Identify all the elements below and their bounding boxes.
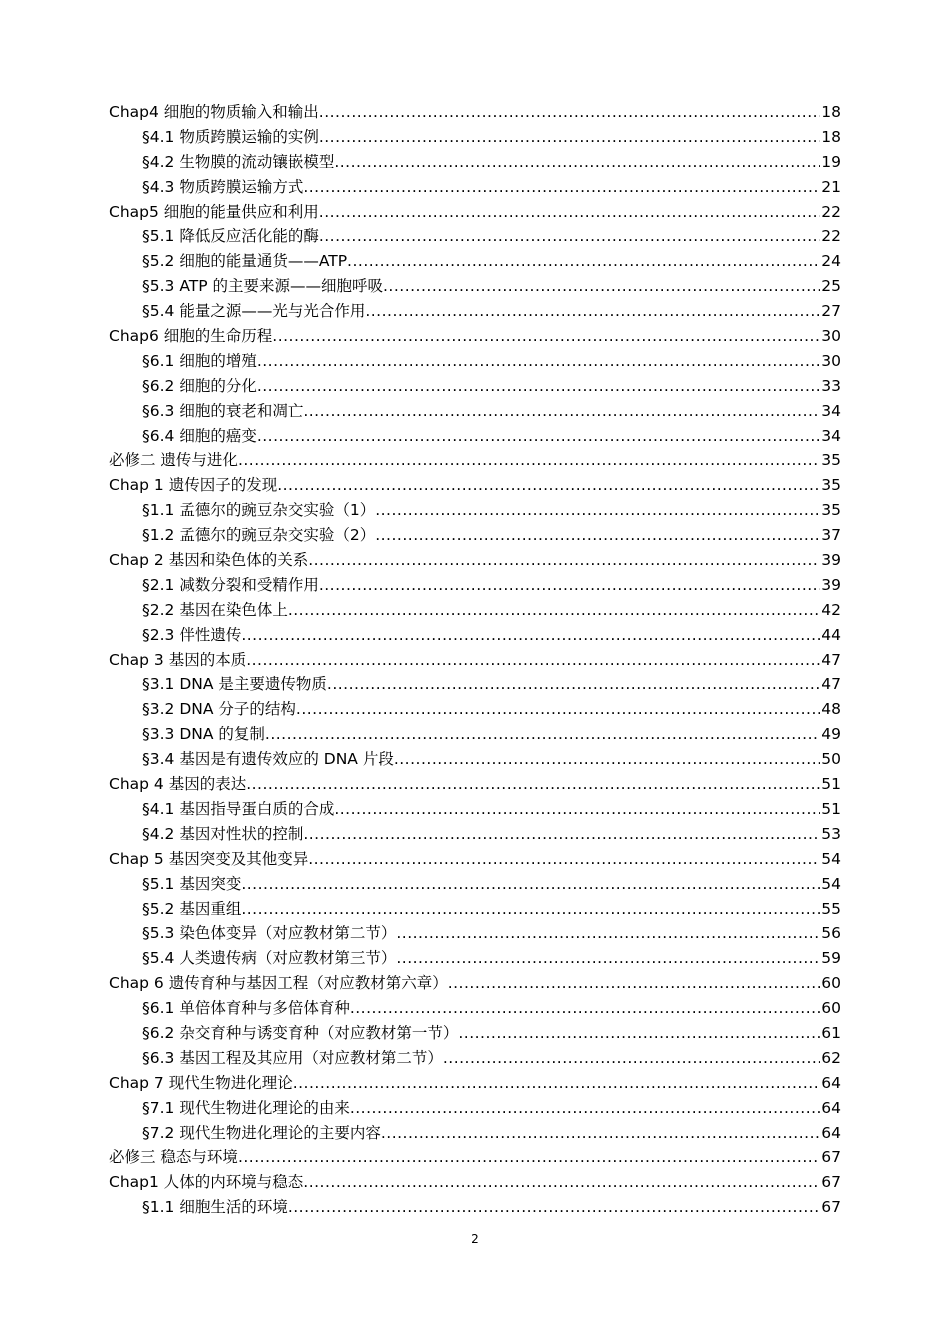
toc-section-entry[interactable] <box>109 399 841 424</box>
toc-section-entry[interactable] <box>109 921 841 946</box>
toc-entry-page: 54 <box>821 874 841 893</box>
toc-entry-title: §1.2 孟德尔的豌豆杂交实验（2） <box>142 526 376 545</box>
toc-chapter-entry[interactable] <box>109 847 841 872</box>
toc-dot-leader <box>272 324 820 349</box>
toc-entry-page: 67 <box>821 1173 841 1192</box>
toc-entry-title: Chap 7 现代生物进化理论 <box>109 1073 293 1092</box>
toc-entry-title: Chap 2 基因和染色体的关系 <box>109 551 309 570</box>
toc-section-entry[interactable] <box>109 872 841 897</box>
toc-entry-title: §4.2 生物膜的流动镶嵌模型 <box>142 152 335 171</box>
toc-section-entry[interactable] <box>109 797 841 822</box>
toc-dot-leader <box>257 374 820 399</box>
toc-dot-leader <box>257 349 820 374</box>
toc-entry-title: Chap 4 基因的表达 <box>109 775 247 794</box>
toc-section-entry[interactable] <box>109 697 841 722</box>
toc-section-entry[interactable] <box>109 1096 841 1121</box>
toc-chapter-entry[interactable] <box>109 100 841 125</box>
toc-entry-title: §7.2 现代生物进化理论的主要内容 <box>142 1123 381 1142</box>
toc-entry-title: §2.3 伴性遗传 <box>142 625 242 644</box>
toc-entry-page: 64 <box>821 1123 841 1142</box>
page-number: 2 <box>471 1232 479 1246</box>
toc-entry-page: 39 <box>821 551 841 570</box>
toc-dot-leader <box>303 1170 820 1195</box>
toc-entry-title: §5.3 染色体变异（对应教材第二节） <box>142 924 397 943</box>
toc-entry-title: §6.3 基因工程及其应用（对应教材第二节） <box>142 1048 443 1067</box>
toc-entry-page: 54 <box>821 849 841 868</box>
toc-entry-page: 39 <box>821 575 841 594</box>
toc-chapter-entry[interactable] <box>109 200 841 225</box>
toc-dot-leader <box>319 573 820 598</box>
toc-entry-title: §1.1 细胞生活的环境 <box>142 1198 288 1217</box>
toc-section-entry[interactable] <box>109 598 841 623</box>
toc-section-entry[interactable] <box>109 299 841 324</box>
toc-dot-leader <box>375 523 820 548</box>
toc-section-entry[interactable] <box>109 175 841 200</box>
toc-entry-page: 48 <box>821 700 841 719</box>
toc-entry-page: 21 <box>821 177 841 196</box>
table-of-contents <box>109 100 841 1220</box>
toc-section-entry[interactable] <box>109 996 841 1021</box>
toc-entry-title: §3.3 DNA 的复制 <box>142 725 265 744</box>
toc-entry-title: §1.1 孟德尔的豌豆杂交实验（1） <box>142 501 376 520</box>
toc-dot-leader <box>350 1096 820 1121</box>
toc-dot-leader <box>308 548 820 573</box>
toc-dot-leader <box>303 399 820 424</box>
toc-dot-leader <box>327 672 820 697</box>
toc-section-entry[interactable] <box>109 374 841 399</box>
toc-entry-page: 34 <box>821 401 841 420</box>
toc-dot-leader <box>238 448 820 473</box>
toc-section-entry[interactable] <box>109 1021 841 1046</box>
toc-section-entry[interactable] <box>109 747 841 772</box>
toc-entry-page: 35 <box>821 476 841 495</box>
toc-dot-leader <box>334 150 820 175</box>
toc-entry-title: §6.1 单倍体育种与多倍体育种 <box>142 999 350 1018</box>
toc-section-entry[interactable] <box>109 424 841 449</box>
toc-entry-page: 59 <box>821 949 841 968</box>
toc-dot-leader <box>246 648 820 673</box>
toc-entry-page: 18 <box>821 127 841 146</box>
toc-entry-page: 25 <box>821 277 841 296</box>
toc-dot-leader <box>241 872 820 897</box>
toc-dot-leader <box>319 200 820 225</box>
toc-chapter-entry[interactable] <box>109 324 841 349</box>
toc-dot-leader <box>303 175 820 200</box>
toc-dot-leader <box>241 623 820 648</box>
toc-section-entry[interactable] <box>109 150 841 175</box>
toc-entry-title: Chap 6 遗传育种与基因工程（对应教材第六章） <box>109 974 448 993</box>
toc-chapter-entry[interactable] <box>109 971 841 996</box>
toc-entry-title: §5.4 能量之源——光与光合作用 <box>142 302 366 321</box>
toc-entry-page: 60 <box>821 974 841 993</box>
toc-entry-page: 47 <box>821 650 841 669</box>
toc-entry-page: 64 <box>821 1073 841 1092</box>
toc-entry-title: §5.2 基因重组 <box>142 899 242 918</box>
toc-dot-leader <box>347 249 820 274</box>
toc-entry-page: 24 <box>821 252 841 271</box>
toc-section-entry[interactable] <box>109 822 841 847</box>
toc-dot-leader <box>334 797 820 822</box>
toc-entry-title: §3.4 基因是有遗传效应的 DNA 片段 <box>142 750 394 769</box>
toc-dot-leader <box>448 971 821 996</box>
toc-entry-title: §5.3 ATP 的主要来源——细胞呼吸 <box>142 277 383 296</box>
toc-entry-title: §6.2 细胞的分化 <box>142 376 257 395</box>
toc-dot-leader <box>288 598 820 623</box>
toc-entry-title: §6.3 细胞的衰老和凋亡 <box>142 401 304 420</box>
toc-dot-leader <box>257 424 820 449</box>
toc-entry-page: 62 <box>821 1048 841 1067</box>
toc-section-entry[interactable] <box>109 722 841 747</box>
toc-entry-page: 35 <box>821 501 841 520</box>
toc-dot-leader <box>381 1121 820 1146</box>
toc-chapter-entry[interactable] <box>109 448 841 473</box>
toc-entry-page: 67 <box>821 1148 841 1167</box>
toc-dot-leader <box>319 224 820 249</box>
toc-entry-title: §4.1 物质跨膜运输的实例 <box>142 127 319 146</box>
toc-entry-page: 56 <box>821 924 841 943</box>
toc-chapter-entry[interactable] <box>109 548 841 573</box>
toc-entry-title: §6.4 细胞的癌变 <box>142 426 257 445</box>
toc-dot-leader <box>288 1195 820 1220</box>
toc-entry-page: 37 <box>821 526 841 545</box>
toc-section-entry[interactable] <box>109 573 841 598</box>
toc-dot-leader <box>246 772 820 797</box>
toc-entry-title: §5.2 细胞的能量通货——ATP <box>142 252 348 271</box>
toc-entry-page: 60 <box>821 999 841 1018</box>
toc-entry-title: §4.2 基因对性状的控制 <box>142 824 304 843</box>
toc-entry-page: 35 <box>821 451 841 470</box>
toc-entry-title: Chap4 细胞的物质输入和输出 <box>109 103 319 121</box>
toc-section-entry[interactable] <box>109 125 841 150</box>
toc-dot-leader <box>277 473 820 498</box>
toc-chapter-entry[interactable] <box>109 1170 841 1195</box>
toc-dot-leader <box>293 1071 821 1096</box>
toc-dot-leader <box>319 125 820 150</box>
toc-chapter-entry[interactable] <box>109 1145 841 1170</box>
toc-entry-page: 34 <box>821 426 841 445</box>
toc-entry-title: Chap6 细胞的生命历程 <box>109 327 273 346</box>
toc-entry-title: §4.1 基因指导蛋白质的合成 <box>142 799 335 818</box>
toc-entry-page: 51 <box>821 775 841 794</box>
toc-chapter-entry[interactable] <box>109 772 841 797</box>
toc-section-entry[interactable] <box>109 1195 841 1220</box>
toc-dot-leader <box>265 722 820 747</box>
toc-entry-title: §5.1 基因突变 <box>142 874 242 893</box>
toc-entry-title: §3.2 DNA 分子的结构 <box>142 700 296 719</box>
toc-dot-leader <box>296 697 820 722</box>
toc-dot-leader <box>383 274 820 299</box>
toc-dot-leader <box>375 498 820 523</box>
toc-section-entry[interactable] <box>109 224 841 249</box>
toc-entry-page: 30 <box>821 327 841 346</box>
toc-entry-page: 19 <box>821 152 841 171</box>
toc-entry-page: 44 <box>821 625 841 644</box>
toc-entry-page: 50 <box>821 750 841 769</box>
toc-entry-title: Chap 1 遗传因子的发现 <box>109 476 278 495</box>
toc-entry-page: 30 <box>821 351 841 370</box>
toc-entry-page: 61 <box>821 1023 841 1042</box>
toc-dot-leader <box>303 822 820 847</box>
toc-entry-title: 必修二 遗传与进化 <box>109 451 238 470</box>
toc-section-entry[interactable] <box>109 623 841 648</box>
toc-dot-leader <box>443 1046 820 1071</box>
toc-entry-page: 22 <box>821 202 841 221</box>
toc-entry-title: §2.2 基因在染色体上 <box>142 600 288 619</box>
toc-section-entry[interactable] <box>109 1046 841 1071</box>
toc-section-entry[interactable] <box>109 498 841 523</box>
toc-entry-title: Chap 3 基因的本质 <box>109 650 247 669</box>
toc-entry-title: §6.2 杂交育种与诱变育种（对应教材第一节） <box>142 1023 459 1042</box>
toc-entry-title: §5.4 人类遗传病（对应教材第三节） <box>142 949 397 968</box>
toc-dot-leader <box>241 897 820 922</box>
toc-entry-page: 33 <box>821 376 841 395</box>
toc-entry-page: 53 <box>821 824 841 843</box>
toc-section-entry[interactable] <box>109 897 841 922</box>
toc-section-entry[interactable] <box>109 249 841 274</box>
toc-entry-title: 必修三 稳态与环境 <box>109 1148 238 1167</box>
toc-section-entry[interactable] <box>109 672 841 697</box>
toc-dot-leader <box>394 747 820 772</box>
toc-section-entry[interactable] <box>109 274 841 299</box>
toc-dot-leader <box>308 847 820 872</box>
toc-entry-title: Chap 5 基因突变及其他变异 <box>109 849 309 868</box>
toc-entry-page: 18 <box>821 103 841 121</box>
toc-entry-page: 47 <box>821 675 841 694</box>
toc-entry-page: 49 <box>821 725 841 744</box>
toc-dot-leader <box>238 1145 820 1170</box>
toc-entry-title: §3.1 DNA 是主要遗传物质 <box>142 675 327 694</box>
toc-chapter-entry[interactable] <box>109 648 841 673</box>
toc-section-entry[interactable] <box>109 349 841 374</box>
toc-section-entry[interactable] <box>109 1121 841 1146</box>
toc-entry-page: 64 <box>821 1098 841 1117</box>
toc-dot-leader <box>365 299 820 324</box>
toc-section-entry[interactable] <box>109 946 841 971</box>
toc-dot-leader <box>396 946 820 971</box>
toc-dot-leader <box>319 100 820 125</box>
toc-dot-leader <box>396 921 820 946</box>
toc-entry-title: §6.1 细胞的增殖 <box>142 351 257 370</box>
toc-entry-page: 67 <box>821 1198 841 1217</box>
toc-chapter-entry[interactable] <box>109 1071 841 1096</box>
toc-entry-page: 42 <box>821 600 841 619</box>
toc-entry-title: §2.1 减数分裂和受精作用 <box>142 575 319 594</box>
toc-entry-title: Chap1 人体的内环境与稳态 <box>109 1173 304 1192</box>
toc-dot-leader <box>458 1021 820 1046</box>
toc-dot-leader <box>350 996 820 1021</box>
toc-chapter-entry[interactable] <box>109 473 841 498</box>
toc-section-entry[interactable] <box>109 523 841 548</box>
toc-entry-title: §4.3 物质跨膜运输方式 <box>142 177 304 196</box>
toc-entry-title: §5.1 降低反应活化能的酶 <box>142 227 319 246</box>
toc-entry-title: §7.1 现代生物进化理论的由来 <box>142 1098 350 1117</box>
toc-entry-title: Chap5 细胞的能量供应和利用 <box>109 202 319 221</box>
toc-entry-page: 27 <box>821 302 841 321</box>
toc-entry-page: 22 <box>821 227 841 246</box>
toc-entry-page: 55 <box>821 899 841 918</box>
toc-entry-page: 51 <box>821 799 841 818</box>
